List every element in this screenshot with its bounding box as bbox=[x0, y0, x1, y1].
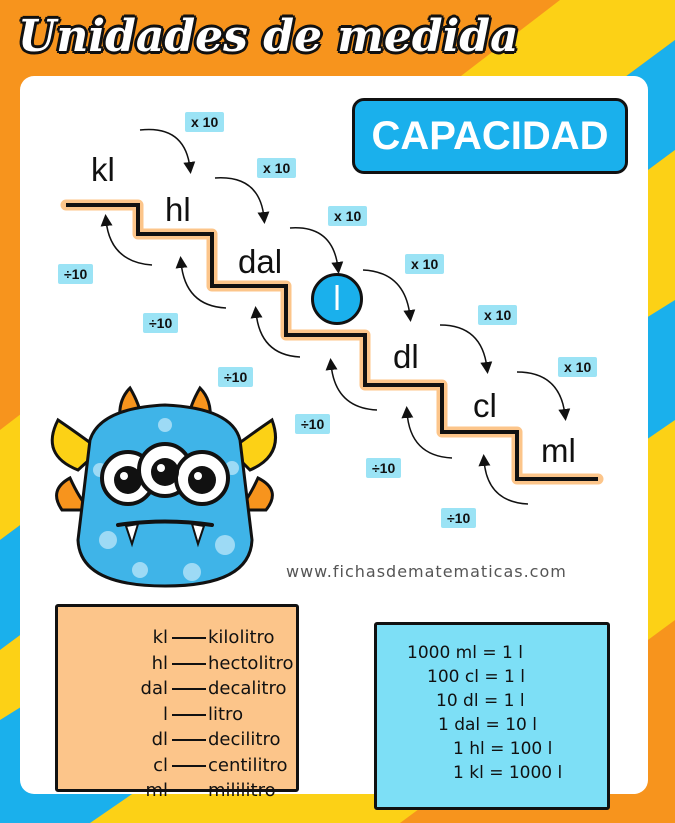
page-title: Unidades de medida bbox=[18, 11, 519, 62]
legend-name: kilolitro bbox=[208, 627, 275, 648]
legend-row bbox=[58, 753, 296, 779]
multiply-badge: x 10 bbox=[185, 112, 224, 132]
legend-abbr: dl bbox=[151, 729, 168, 750]
multiply-arrow bbox=[440, 325, 487, 368]
legend-name: centilitro bbox=[208, 754, 288, 776]
website-url: www.fichasdematematicas.com bbox=[286, 562, 567, 581]
divide-badge: ÷10 bbox=[143, 313, 178, 333]
multiply-badge: x 10 bbox=[328, 206, 367, 226]
unit-dl: dl bbox=[393, 338, 419, 375]
legend-abbr: hl bbox=[151, 652, 168, 674]
divide-arrow bbox=[106, 220, 152, 265]
legend-abbr: dal bbox=[140, 678, 168, 699]
section-heading: CAPACIDAD bbox=[352, 98, 628, 174]
equivalence-row: 1 dal = 10 l bbox=[438, 715, 537, 735]
multiply-badge: x 10 bbox=[405, 254, 444, 274]
unit-ml: ml bbox=[541, 432, 576, 469]
equivalence-row: 1 hl = 100 l bbox=[453, 739, 553, 759]
legend-name: mililitro bbox=[208, 780, 276, 801]
unit-legend bbox=[55, 604, 299, 801]
legend-row bbox=[58, 778, 296, 804]
legend-abbr: cl bbox=[153, 754, 168, 776]
unit-kl: kl bbox=[91, 151, 115, 188]
equivalence-box bbox=[374, 622, 610, 810]
multiply-arrow bbox=[517, 372, 565, 415]
unit-l: l bbox=[311, 273, 363, 325]
legend-abbr: l bbox=[162, 703, 168, 725]
monster-illustration bbox=[52, 388, 275, 586]
multiply-arrow bbox=[215, 178, 264, 218]
legend-row bbox=[58, 676, 296, 702]
multiply-badge: x 10 bbox=[257, 158, 296, 178]
legend-row bbox=[58, 727, 296, 753]
unit-dal: dal bbox=[238, 243, 283, 280]
multiply-arrow bbox=[140, 129, 190, 168]
legend-row bbox=[58, 651, 296, 677]
legend-row bbox=[58, 702, 296, 728]
legend-name: decilitro bbox=[208, 729, 281, 750]
legend-abbr: kl bbox=[152, 627, 168, 648]
legend-name: decalitro bbox=[208, 678, 287, 699]
legend-abbr: ml bbox=[145, 780, 168, 801]
multiply-badge: x 10 bbox=[558, 357, 597, 377]
divide-badge: ÷10 bbox=[58, 264, 93, 284]
equivalence-row: 1 kl = 1000 l bbox=[453, 763, 563, 783]
divide-badge: ÷10 bbox=[218, 367, 253, 387]
unit-hl: hl bbox=[165, 191, 191, 228]
equivalence-row: 10 dl = 1 l bbox=[436, 691, 525, 711]
legend-name: hectolitro bbox=[208, 652, 294, 674]
legend-name: litro bbox=[208, 703, 244, 725]
unit-cl: cl bbox=[473, 387, 497, 424]
equivalence-row: 100 cl = 1 l bbox=[427, 667, 525, 687]
divide-badge: ÷10 bbox=[366, 458, 401, 478]
multiply-arrow bbox=[363, 270, 410, 316]
divide-badge: ÷10 bbox=[295, 414, 330, 434]
divide-badge: ÷10 bbox=[441, 508, 476, 528]
multiply-arrow bbox=[290, 228, 338, 268]
legend-row bbox=[58, 625, 296, 651]
multiply-badge: x 10 bbox=[478, 305, 517, 325]
equivalence-row: 1000 ml = 1 l bbox=[407, 643, 523, 663]
